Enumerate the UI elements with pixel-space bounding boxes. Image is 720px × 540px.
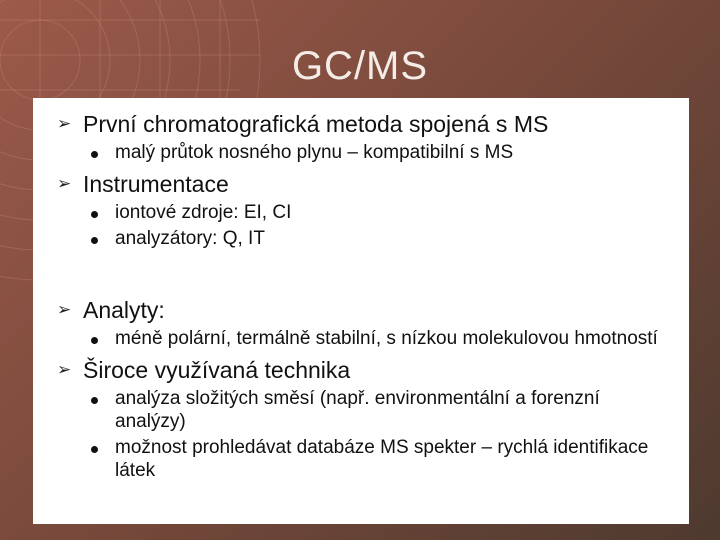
sub-bullet-text: méně polární, termálně stabilní, s nízkou molekulovou hmotností [115,328,658,349]
sub-bullet-text: možnost prohledávat databáze MS spekter – rychlá identifikace látek [115,437,649,481]
sub-bullet [57,387,669,433]
slide-title: GC/MS [291,44,429,88]
bullet-dot-icon [91,446,98,453]
bullet-dot-icon [91,237,98,244]
bullet-dot-icon [91,151,98,158]
sub-bullet [57,141,669,164]
section-heading [57,356,669,384]
bullet-dot-icon [91,211,98,218]
sub-bullet [57,227,669,250]
bullet-dot-icon [91,397,98,404]
section-heading [57,110,669,138]
bullet-list [57,110,669,482]
sub-bullet-text: iontové zdroje: EI, CI [115,202,292,223]
spacer [57,250,669,290]
content-panel [33,98,689,524]
arrow-bullet-icon: ➢ [57,114,72,133]
sub-bullet [57,201,669,224]
bullet-dot-icon [91,337,98,344]
section-heading-text: Instrumentace [83,171,229,197]
sub-bullet-text: malý průtok nosného plynu – kompatibilní s MS [115,142,514,163]
arrow-bullet-icon: ➢ [57,300,72,319]
sub-bullet [57,436,669,482]
section-heading-text: Analyty: [83,297,165,323]
arrow-bullet-icon: ➢ [57,174,72,193]
section-heading [57,170,669,198]
sub-bullet-text: analyzátory: Q, IT [115,228,265,249]
sub-bullet-text: analýza složitých směsí (např. environmentální a forenzní analýzy) [115,388,600,432]
arrow-bullet-icon: ➢ [57,360,72,379]
section-heading-text: První chromatografická metoda spojená s MS [83,111,549,137]
section-heading-text: Široce využívaná technika [83,357,351,383]
sub-bullet [57,327,669,350]
section-heading [57,296,669,324]
